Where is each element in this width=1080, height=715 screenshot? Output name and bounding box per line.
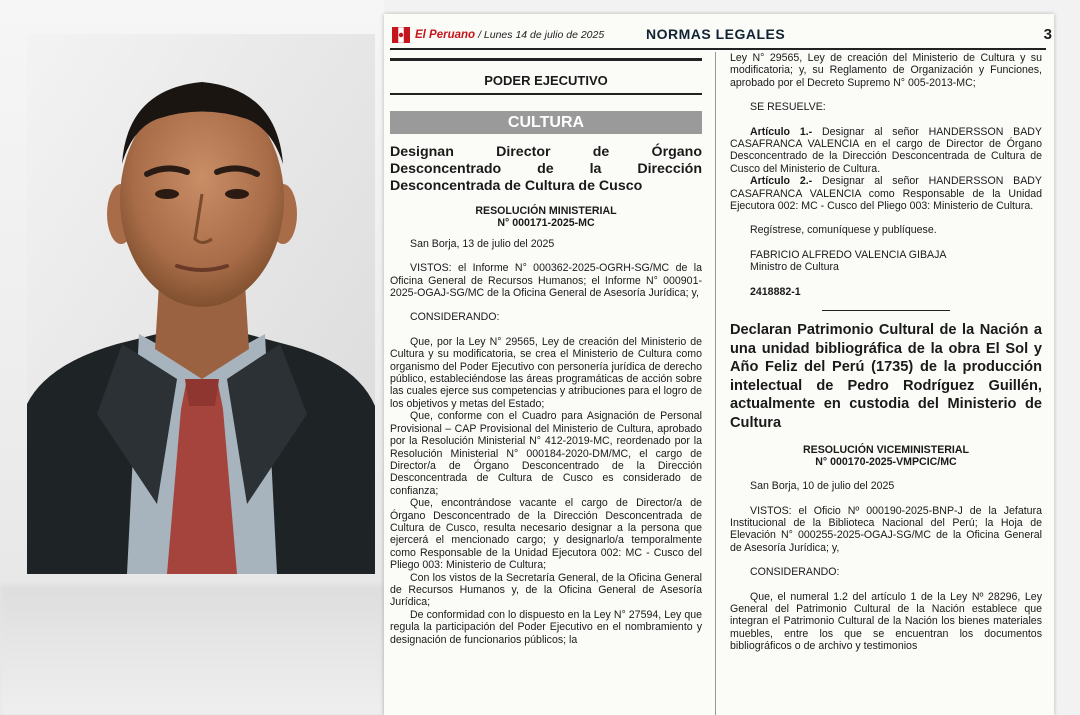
portrait-panel <box>0 0 384 715</box>
resolution-heading <box>390 205 702 229</box>
signer-role: Ministro de Cultura <box>750 261 839 274</box>
paragraph: Que, encontrándose vacante el cargo de Director/a de Órgano Desconcentrado de la Dirección Desconcentrada de Cultura de Cusco, resulta necesario designar a la persona que ejercerá el mencionado cargo; y designarlo/a temporalmente como Responsable de la Unidad Ejecutora 002: MC - Cusco del Pliego 003: Ministerio de Cultura; <box>390 497 702 572</box>
page-number: 3 <box>1043 26 1052 43</box>
left-column <box>390 52 702 646</box>
article-2-label: Artículo 2.- <box>750 175 813 188</box>
article-1-label: Artículo 1.- <box>750 125 813 138</box>
registrese-line: Regístrese, comuníquese y publíquese. <box>750 224 937 237</box>
vistos-paragraph-2: VISTOS: el Oficio Nº 000190-2025-BNP-J de la Jefatura Institucional de la Biblioteca Nacional del Perú; la Hoja de Elevación N° 000255-2025-OGAJ-SG/MC de la Oficina General de Asesoría Jurídica; y, <box>730 504 1042 554</box>
resolution-type: RESOLUCIÓN MINISTERIAL <box>475 204 617 217</box>
se-resuelve-label: SE RESUELVE: <box>750 101 826 114</box>
photo-background-blur <box>0 585 384 715</box>
brand-name: El Peruano <box>415 29 476 41</box>
paragraph: Que, el numeral 1.2 del artículo 1 de la Ley Nº 28296, Ley General del Patrimonio Cultural de la Nación establece que integran el Patrimonio Cultural de la Nación los bienes materiales muebles, entre los que se encuentran los documentos bibliográficos o de archivo y testimonios <box>730 590 1042 653</box>
article-title-2: Declaran Patrimonio Cultural de la Nación a una unidad bibliográfica de la obra El Sol y Año Feliz del Perú (1735) de la producción intelectual de Pedro Rodríguez Guillén, actualmente en custodia del Ministerio de Cultura <box>730 322 1042 431</box>
considerando-label-2: CONSIDERANDO: <box>750 566 840 579</box>
paragraph: De conformidad con lo dispuesto en la Ley N° 27594, Ley que regula la participación del Poder Ejecutivo en el nombramiento y designación de funcionarios públicos; la <box>390 608 702 646</box>
resolution-number: N° 000171-2025-MC <box>497 216 595 229</box>
section-title: NORMAS LEGALES <box>646 26 786 42</box>
portrait-photo <box>27 34 375 574</box>
vistos-paragraph: VISTOS: el Informe N° 000362-2025-OGRH-SG/MC de la Oficina General de Recursos Humanos; el Informe N° 000901-2025-OGAJ-SG/MC de la Oficina General de Asesoría Jurídica; y, <box>390 262 702 300</box>
el-peruano-logo-icon <box>392 27 410 43</box>
article-2 <box>730 175 1042 212</box>
column-divider <box>715 52 716 715</box>
place-date-2: San Borja, 10 de julio del 2025 <box>750 480 895 493</box>
resolution-heading-2 <box>730 444 1042 468</box>
ministry-bar: CULTURA <box>390 111 702 133</box>
signer-name: FABRICIO ALFREDO VALENCIA GIBAJA <box>750 248 947 261</box>
resolution-number-2: N° 000170-2025-VMPCIC/MC <box>815 456 957 469</box>
paragraph: Que, por la Ley N° 29565, Ley de creación del Ministerio de Cultura y su modificatoria, se crea el Ministerio de Cultura como organismo del Poder Ejecutivo con personería jurídica de derecho público, estableciéndose las áreas programáticas de acción sobre las cuales ejerce sus competencias y atribuciones para el logro de los objetivos y metas del Estado; <box>390 335 702 410</box>
paragraph: Que, conforme con el Cuadro para Asignación de Personal Provisional – CAP Provisional del Ministerio de Cultura, aprobado por la Resolución Ministerial N° 412-2019-MC, reordenado por la Resolución Ministerial N° 000184-2020-DM/MC, el cargo de Director/a de Órgano Desconcentrado de la Dirección Desconcentrada de Cultura de Cusco es considerado de confianza; <box>390 410 702 497</box>
article-1-text: Designar al señor HANDERSSON BADY CASAFRANCA VALENCIA en el cargo de Director de Órgano Desconcentrado de la Dirección Desconcentrada de Cultura de Cusco del Ministerio de Cultura. <box>730 125 1043 175</box>
article-title: Designan Director de Órgano Desconcentrado de la Dirección Desconcentrada de Cultura de Cusco <box>390 143 702 194</box>
article-1 <box>730 126 1042 176</box>
publication-date: / Lunes 14 de julio de 2025 <box>478 29 605 41</box>
newspaper-page <box>384 14 1054 715</box>
separator-rule <box>822 310 950 311</box>
paragraph: Con los vistos de la Secretaría General, de la Oficina General de Recursos Humanos y, de la Oficina General de Asesoría Jurídica; <box>390 571 702 609</box>
place-date: San Borja, 13 de julio del 2025 <box>410 237 555 250</box>
resolution-type-2: RESOLUCIÓN VICEMINISTERIAL <box>803 444 969 457</box>
poder-heading: PODER EJECUTIVO <box>390 58 702 95</box>
article-2-text: Designar al señor HANDERSSON BADY CASAFRANCA VALENCIA como Responsable de la Unidad Ejecutora 002: MC - Cusco del Pliego 003: Ministerio de Cultura. <box>730 175 1043 213</box>
right-column <box>730 52 1042 653</box>
considerando-label: CONSIDERANDO: <box>410 311 500 324</box>
continued-paragraph: Ley N° 29565, Ley de creación del Ministerio de Cultura y su modificatoria; y, su Reglamento de Organización y Funciones, aprobado por el Decreto Supremo N° 005-2013-MC; <box>730 52 1042 89</box>
header-rule <box>390 48 1046 50</box>
publication-code: 2418882-1 <box>750 285 801 298</box>
